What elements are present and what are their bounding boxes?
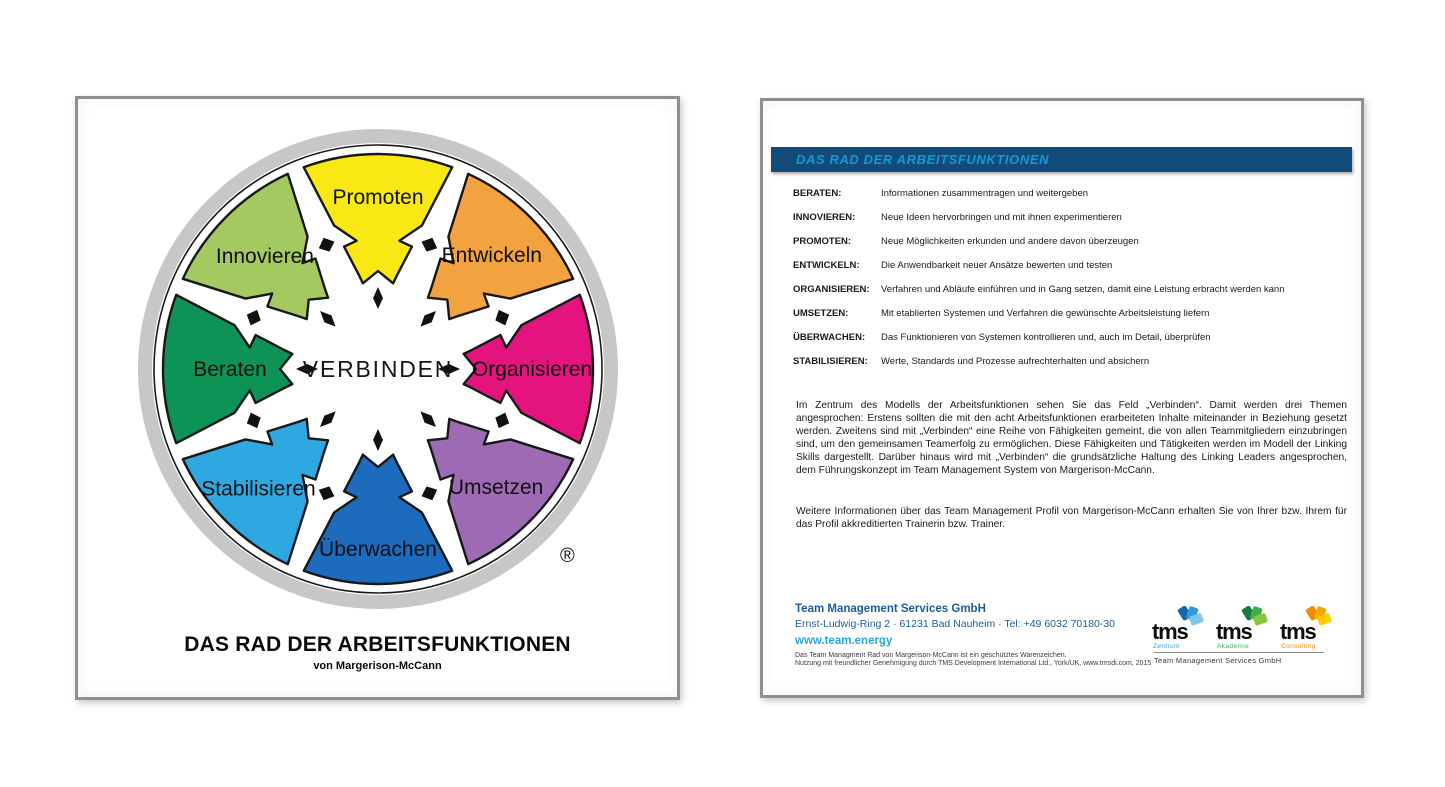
segment-label-promoten: Promoten	[332, 186, 424, 209]
segment-label-umsetzen: Umsetzen	[448, 476, 544, 500]
company-name: Team Management Services GmbH	[795, 603, 986, 615]
definitions-list	[793, 188, 1343, 380]
definition-text: Verfahren und Abläufe einführen und in Gang setzen, damit eine Leistung erbracht werden kann	[881, 284, 1285, 295]
tms-logo-icon	[1152, 606, 1204, 650]
definition-term: UMSETZEN:	[793, 308, 849, 319]
definition-term: ORGANISIEREN:	[793, 284, 870, 295]
wheel-title-block	[78, 633, 677, 672]
logo-divider	[1154, 652, 1324, 653]
segment-label-beraten: Beraten	[193, 358, 267, 381]
segment-label-organisieren: Organisieren	[471, 358, 593, 381]
tms-logo-division-label: Akademie	[1217, 643, 1250, 650]
segment-label-stabilisieren: Stabilisieren	[201, 477, 316, 501]
legal-line-2: Nutzung mit freundlicher Genehmigung durch TMS Development International Ltd., York/UK, www.tmsdi.com, 2015	[795, 660, 1152, 667]
company-address: Ernst-Ludwig-Ring 2 · 61231 Bad Nauheim · Tel: +49 6032 70180-30	[795, 618, 1115, 630]
section-header-title: DAS RAD DER ARBEITSFUNKTIONEN	[796, 152, 1050, 167]
definition-term: ENTWICKELN:	[793, 260, 860, 271]
tms-logo-icon	[1280, 606, 1332, 650]
tms-logo-division-label: Zentrum	[1153, 643, 1181, 650]
website-link[interactable]: www.team.energy	[795, 635, 893, 647]
definition-term: PROMOTEN:	[793, 236, 852, 247]
tms-logo-icon	[1216, 606, 1268, 650]
definition-row	[793, 332, 1343, 343]
tms-logo-akademie	[1216, 606, 1268, 650]
segment-label-entwickeln: Entwickeln	[441, 244, 542, 268]
tms-wordmark: tms	[1152, 619, 1188, 644]
definition-term: BERATEN:	[793, 188, 842, 199]
definition-text: Das Funktionieren von Systemen kontrollieren und, auch im Detail, überprüfen	[881, 332, 1211, 343]
segment-label-uberwachen: Überwachen	[319, 538, 437, 561]
definition-text: Mit etablierten Systemen und Verfahren die gewünschte Arbeitsleistung liefern	[881, 308, 1210, 319]
tms-logo-row	[1152, 606, 1332, 650]
wheel-page	[75, 96, 680, 700]
tms-wordmark: tms	[1280, 619, 1316, 644]
definition-text: Die Anwendbarkeit neuer Ansätze bewerten und testen	[881, 260, 1113, 271]
page-subtitle: von Margerison-McCann	[313, 660, 442, 672]
definition-row	[793, 308, 1343, 319]
definition-text: Neue Ideen hervorbringen und mit ihnen experimentieren	[881, 212, 1122, 223]
registered-trademark-symbol: ®	[560, 545, 575, 567]
segment-label-innovieren: Innovieren	[215, 244, 314, 268]
definition-row	[793, 188, 1343, 199]
definition-term: STABILISIEREN:	[793, 356, 868, 367]
tms-wordmark: tms	[1216, 619, 1252, 644]
definition-row	[793, 356, 1343, 367]
section-header-bar	[771, 147, 1352, 172]
definition-term: ÜBERWACHEN:	[793, 332, 866, 343]
definition-row	[793, 260, 1343, 271]
tms-logo-zentrum	[1152, 606, 1204, 650]
page-title: DAS RAD DER ARBEITSFUNKTIONEN	[184, 633, 571, 656]
paragraph-more-info: Weitere Informationen über das Team Management Profil von Margerison-McCann erhalten Sie von Ihrer bzw. Ihrem für das Profil akkreditierten Trainerin bzw. Trainer.	[796, 506, 1347, 530]
text-page	[760, 98, 1364, 698]
work-functions-wheel	[128, 119, 628, 619]
tms-logo-division-label: Consulting	[1281, 643, 1316, 650]
legal-line-1: Das Team Managment Rad von Margerison-McCann ist ein geschütztes Warenzeichen.	[795, 652, 1067, 659]
definition-row	[793, 236, 1343, 247]
definition-row	[793, 284, 1343, 295]
wheel-center-label: VERBINDEN	[302, 356, 454, 382]
definition-text: Neue Möglichkeiten erkunden und andere davon überzeugen	[881, 236, 1139, 247]
definition-text: Werte, Standards und Prozesse aufrechterhalten und absichern	[881, 356, 1150, 367]
definition-row	[793, 212, 1343, 223]
paragraph-verbinden: Im Zentrum des Modells der Arbeitsfunktionen sehen Sie das Feld „Verbinden“. Damit werden drei Themen angesprochen: Erstens sollten die mit den acht Arbeitsfunktionen erarbeiteten Inhalte miteinander in Beziehung gesetzt werden. Zweitens sind mit „Verbinden“ eine Reihe von Fähigkeiten gemeint, die von allen Teammitgliedern einzubringen sind, um den gemeinsamen Teamerfolg zu ermöglichen. Diese Fähigkeiten und Tätigkeiten werden im Modell der Linking Skills dargestellt. Darüber hinaus wird mit „Verbinden“ die grundsätzliche Haltung des Linking Leaders angesprochen, dem Führungskonzept im Team Management System von Margerison-McCann.	[796, 400, 1347, 476]
definition-text: Informationen zusammentragen und weitergeben	[881, 188, 1089, 199]
logo-caption: Team Management Services GmbH	[1154, 656, 1282, 665]
definition-term: INNOVIEREN:	[793, 212, 856, 223]
tms-logo-consulting	[1280, 606, 1332, 650]
